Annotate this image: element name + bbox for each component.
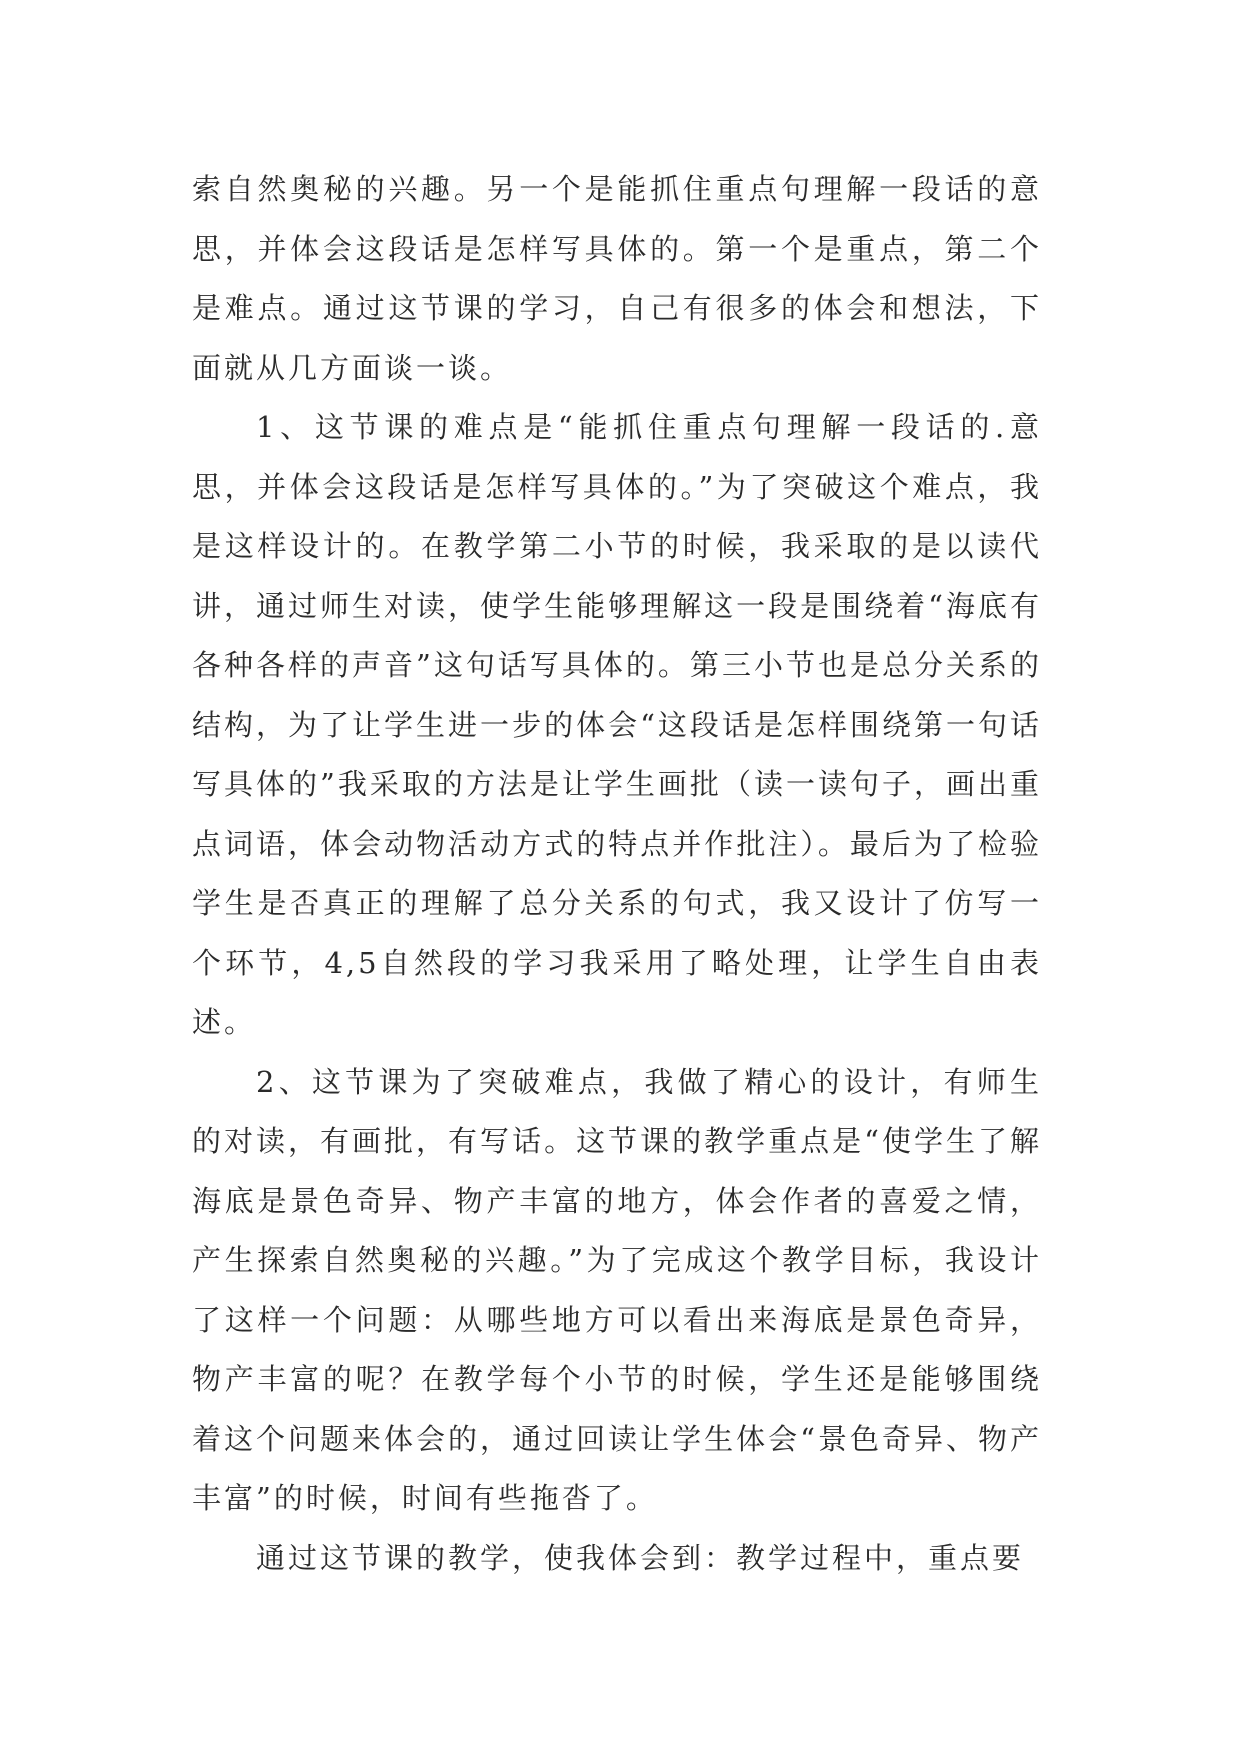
- paragraph-key-point: 2、这节课为了突破难点，我做了精心的设计，有师生的对读，有画批，有写话。这节课的教学重点是“使学生了解海底是景色奇异、物产丰富的地方，体会作者的喜爱之情，产生探索自然奥秘的兴趣。”为了完成这个教学目标，我设计了这样一个问题：从哪些地方可以看出来海底是景色奇异，物产丰富的呢？在教学每个小节的时候，学生还是能够围绕着这个问题来体会的，通过回读让学生体会“景色奇异、物产丰富”的时候，时间有些拖沓了。: [192, 1064, 1042, 1515]
- document-body: [192, 160, 1042, 1588]
- paragraph-reflection: 通过这节课的教学，使我体会到：教学过程中，重点要: [256, 1540, 1025, 1575]
- paragraph-continued: 索自然奥秘的兴趣。另一个是能抓住重点句理解一段话的意思，并体会这段话是怎样写具体的。第一个是重点，第二个是难点。通过这节课的学习，自己有很多的体会和想法，下面就从几方面谈一谈。: [192, 172, 1042, 385]
- paragraph-difficulty: 1、这节课的难点是“能抓住重点句理解一段话的.意思，并体会这段话是怎样写具体的。”为了突破这个难点，我是这样设计的。在教学第二小节的时候，我采取的是以读代讲，通过师生对读，使学生能够理解这一段是围绕着“海底有各种各样的声音”这句话写具体的。第三小节也是总分关系的结构，为了让学生进一步的体会“这段话是怎样围绕第一句话写具体的”我采取的方法是让学生画批（读一读句子，画出重点词语，体会动物活动方式的特点并作批注）。最后为了检验学生是否真正的理解了总分关系的句式，我又设计了仿写一个环节，4,5自然段的学习我采用了略处理，让学生自由表述。: [192, 410, 1042, 1039]
